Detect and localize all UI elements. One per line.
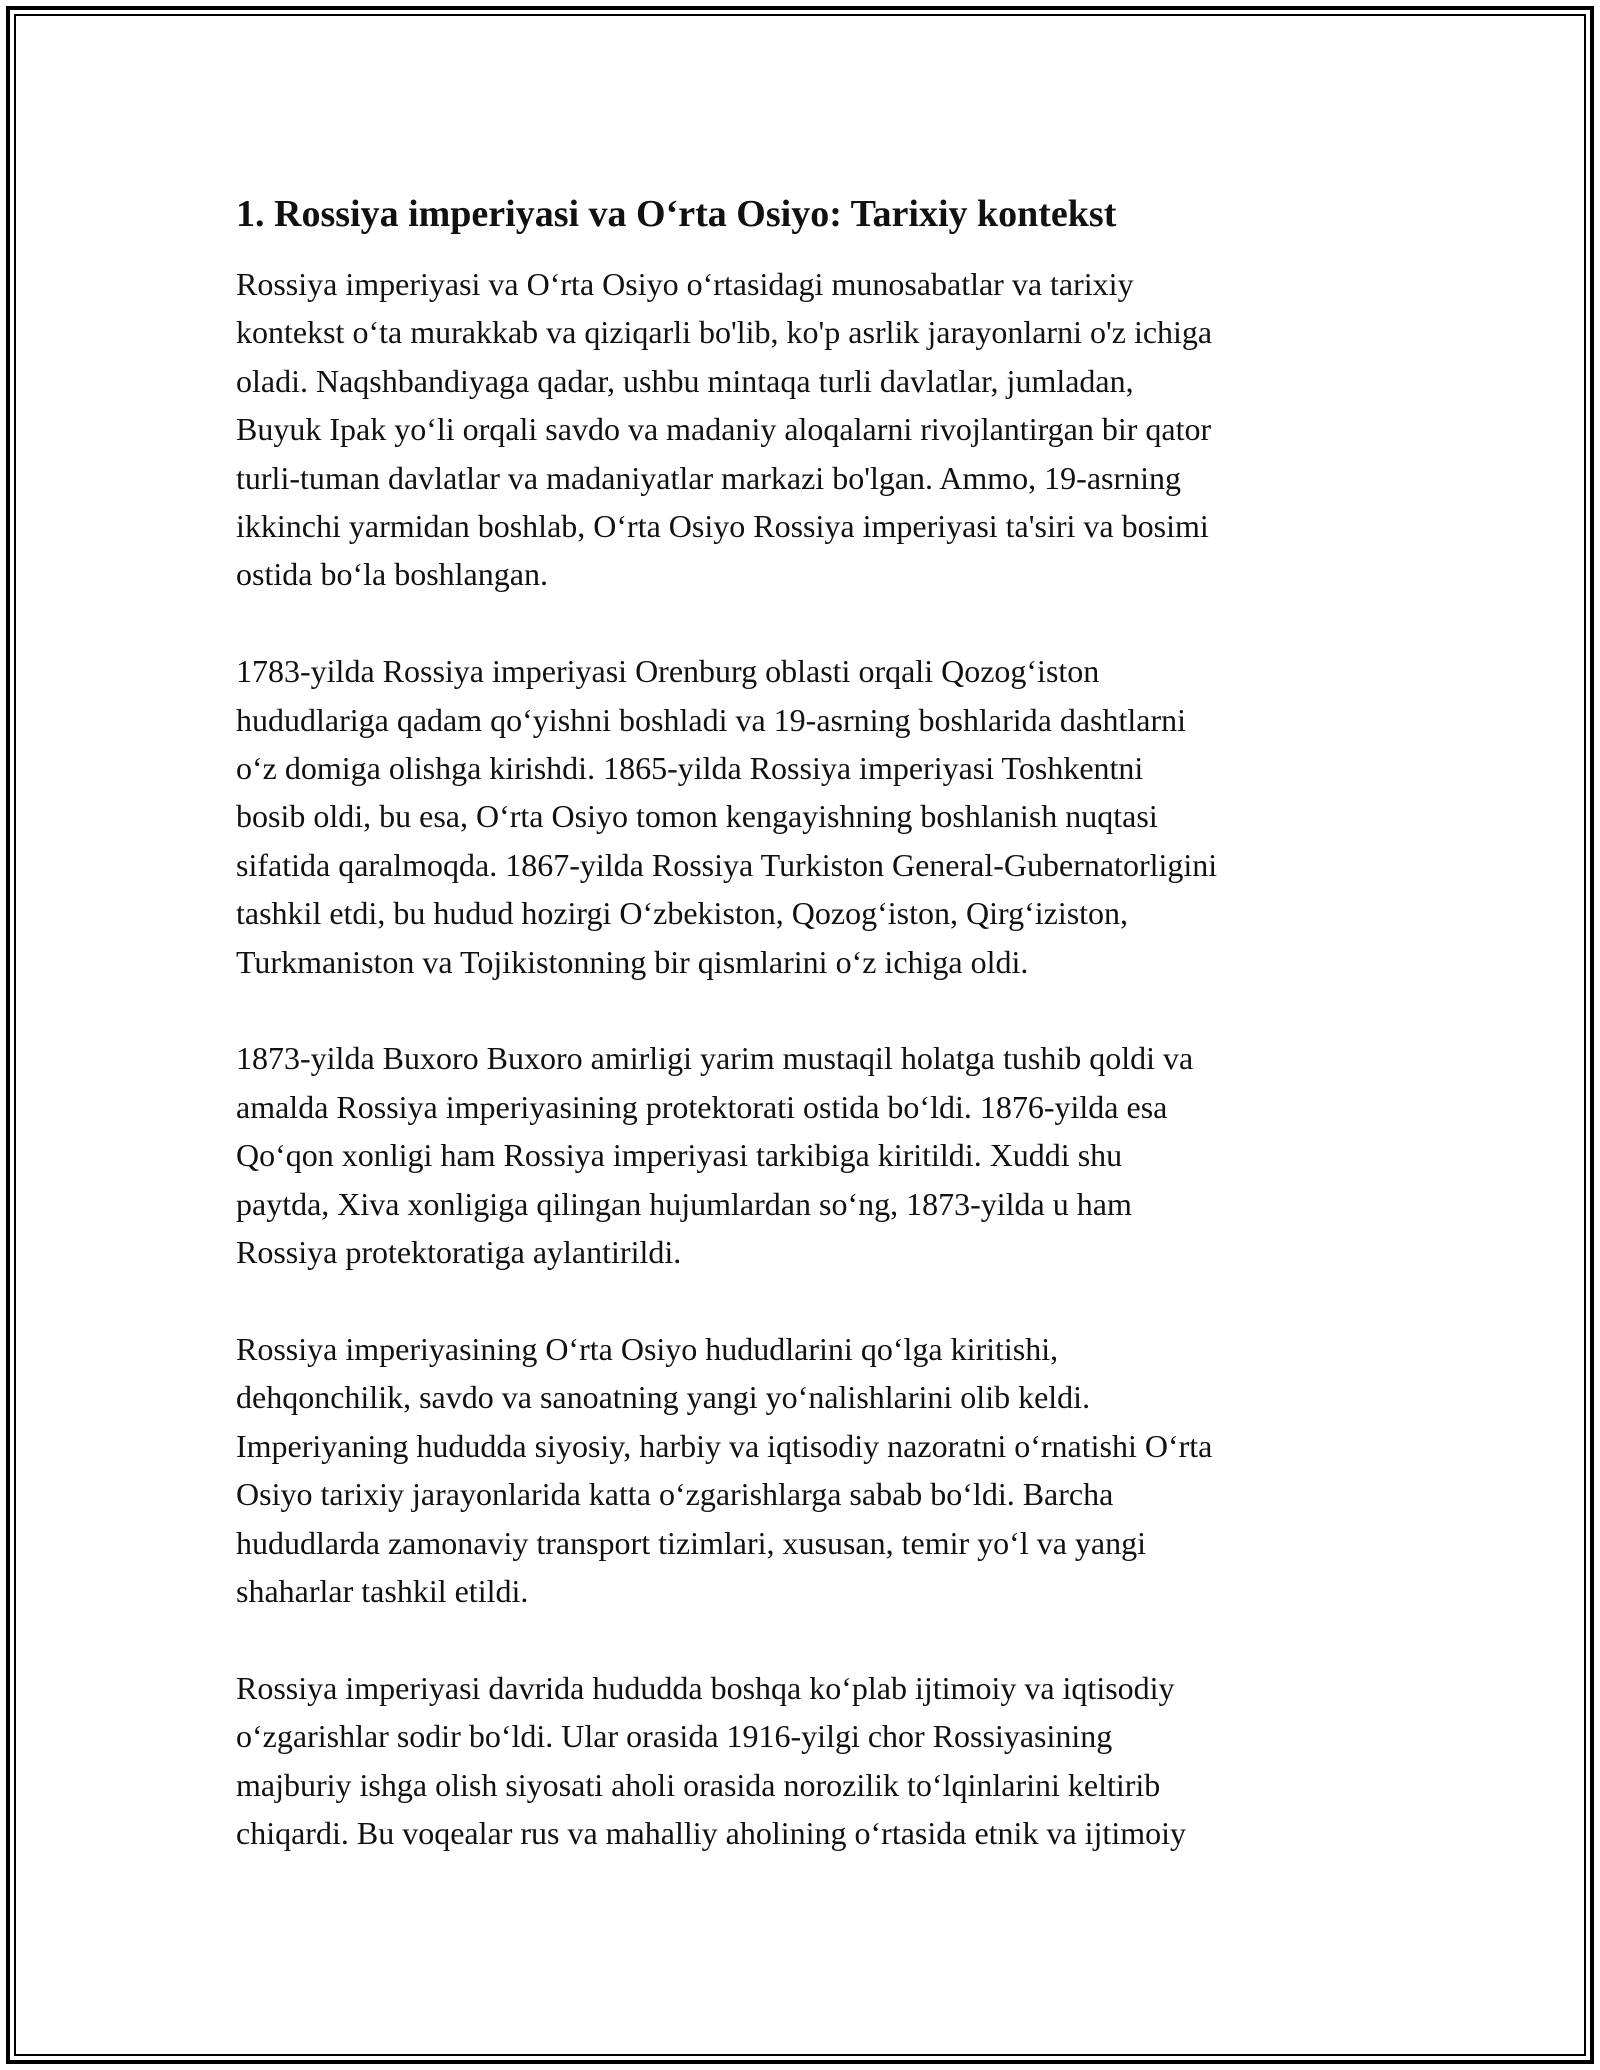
paragraph-line: majburiy ishga olish siyosati aholi orasida norozilik to‘lqinlarini keltirib bbox=[236, 1766, 1161, 1803]
paragraph-line: o‘z domiga olishga kirishdi. 1865-yilda Rossiya imperiyasi Toshkentni bbox=[236, 750, 1144, 787]
paragraph-4 bbox=[236, 1325, 1366, 1615]
paragraph-line: paytda, Xiva xonligiga qilingan hujumlardan so‘ng, 1873-yilda u ham bbox=[236, 1185, 1132, 1222]
paragraph-line: chiqardi. Bu voqealar rus va mahalliy aholining o‘rtasida etnik va ijtimoiy bbox=[236, 1814, 1186, 1851]
paragraph-line: kontekst o‘ta murakkab va qiziqarli bo'lib, ko'p asrlik jarayonlarni o'z ichiga bbox=[236, 314, 1213, 351]
paragraph-line: Rossiya protektoratiga aylantirildi. bbox=[236, 1234, 682, 1271]
paragraph-line: tashkil etdi, bu hudud hozirgi O‘zbekiston, Qozog‘iston, Qirg‘iziston, bbox=[236, 895, 1129, 932]
paragraph-2 bbox=[236, 647, 1366, 986]
paragraph-line: hududlariga qadam qo‘yishni boshladi va 19-asrning boshlarida dashtlarni bbox=[236, 701, 1187, 738]
paragraph-line: Buyuk Ipak yo‘li orqali savdo va madaniy aloqalarni rivojlantirgan bir qator bbox=[236, 411, 1212, 448]
paragraph-line: amalda Rossiya imperiyasining protektorati ostida bo‘ldi. 1876-yilda esa bbox=[236, 1088, 1168, 1125]
paragraph-line: 1873-yilda Buxoro Buxoro amirligi yarim mustaqil holatga tushib qoldi va bbox=[236, 1040, 1194, 1077]
paragraph-line: dehqonchilik, savdo va sanoatning yangi yo‘nalishlarini olib keldi. bbox=[236, 1379, 1091, 1416]
document-body bbox=[236, 188, 1366, 1906]
paragraph-line: shaharlar tashkil etildi. bbox=[236, 1572, 529, 1609]
paragraph-line: ostida bo‘la boshlangan. bbox=[236, 556, 548, 593]
paragraph-line: Rossiya imperiyasi va O‘rta Osiyo o‘rtasidagi munosabatlar va tarixiy bbox=[236, 266, 1134, 302]
paragraph-line: Rossiya imperiyasi davrida hududda boshqa ko‘plab ijtimoiy va iqtisodiy bbox=[236, 1669, 1175, 1706]
paragraph-1 bbox=[236, 260, 1366, 599]
paragraph-line: hududlarda zamonaviy transport tizimlari, xususan, temir yo‘l va yangi bbox=[236, 1524, 1146, 1561]
paragraph-line: Turkmaniston va Tojikistonning bir qismlarini o‘z ichiga oldi. bbox=[236, 943, 1029, 980]
paragraph-line: bosib oldi, bu esa, O‘rta Osiyo tomon kengayishning boshlanish nuqtasi bbox=[236, 798, 1158, 835]
paragraph-5 bbox=[236, 1664, 1366, 1858]
section-heading: 1. Rossiya imperiyasi va O‘rta Osiyo: Tarixiy kontekst bbox=[236, 193, 1117, 235]
paragraph-line: ikkinchi yarmidan boshlab, O‘rta Osiyo Rossiya imperiyasi ta'siri va bosimi bbox=[236, 508, 1209, 545]
paragraph-line: Imperiyaning hududda siyosiy, harbiy va iqtisodiy nazoratni o‘rnatishi O‘rta bbox=[236, 1427, 1213, 1464]
paragraph-line: sifatida qaralmoqda. 1867-yilda Rossiya Turkiston General-Gubernatorligini bbox=[236, 846, 1218, 883]
paragraph-line: Rossiya imperiyasining O‘rta Osiyo hududlarini qo‘lga kiritishi, bbox=[236, 1330, 1059, 1367]
paragraph-line: turli-tuman davlatlar va madaniyatlar markazi bo'lgan. Ammo, 19-asrning bbox=[236, 459, 1182, 496]
paragraph-line: Qo‘qon xonligi ham Rossiya imperiyasi tarkibiga kiritildi. Xuddi shu bbox=[236, 1137, 1123, 1174]
paragraph-3 bbox=[236, 1034, 1366, 1276]
paragraph-line: Osiyo tarixiy jarayonlarida katta o‘zgarishlarga sabab bo‘ldi. Barcha bbox=[236, 1476, 1114, 1513]
paragraph-line: oladi. Naqshbandiyaga qadar, ushbu mintaqa turli davlatlar, jumladan, bbox=[236, 362, 1134, 399]
paragraph-line: o‘zgarishlar sodir bo‘ldi. Ular orasida 1916-yilgi chor Rossiyasining bbox=[236, 1718, 1113, 1755]
paragraph-line: 1783-yilda Rossiya imperiyasi Orenburg oblasti orqali Qozog‘iston bbox=[236, 653, 1100, 690]
